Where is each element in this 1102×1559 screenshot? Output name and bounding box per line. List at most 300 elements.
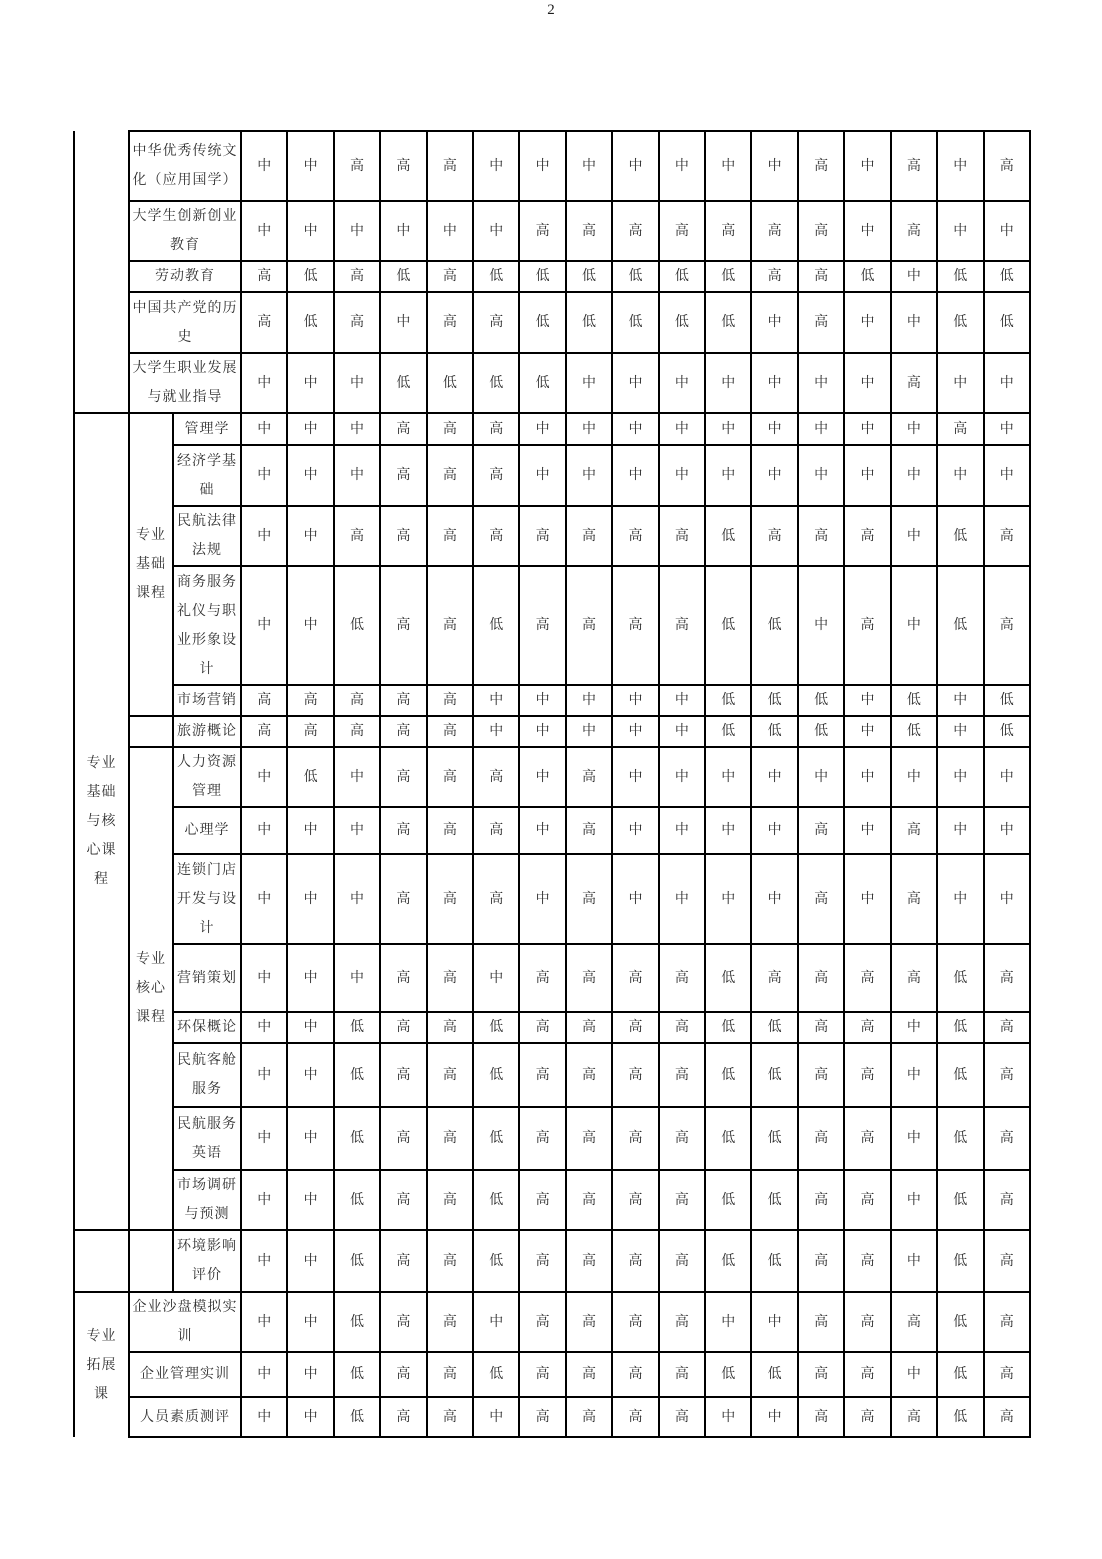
relevance-value-cell: 高	[519, 1230, 565, 1292]
relevance-value-cell: 中	[705, 807, 751, 854]
relevance-value-cell: 高	[844, 506, 890, 566]
relevance-value-cell: 中	[937, 747, 983, 807]
relevance-value-cell: 中	[612, 685, 658, 716]
relevance-value-cell: 中	[241, 413, 287, 445]
relevance-value-cell: 中	[891, 413, 937, 445]
relevance-value-cell: 中	[705, 1292, 751, 1352]
relevance-value-cell: 高	[798, 131, 844, 201]
relevance-value-cell: 高	[566, 1107, 612, 1170]
course-name-cell: 中国共产党的历史	[129, 292, 241, 353]
relevance-value-cell: 中	[844, 353, 890, 413]
relevance-value-cell: 中	[334, 413, 380, 445]
table-row	[74, 854, 1030, 944]
relevance-value-cell: 中	[473, 685, 519, 716]
relevance-value-cell: 低	[751, 566, 797, 685]
relevance-value-cell: 高	[984, 1012, 1030, 1043]
table-row	[74, 807, 1030, 854]
relevance-value-cell: 中	[659, 716, 705, 747]
course-name-cell: 商务服务礼仪与职业形象设计	[173, 566, 241, 685]
table-row	[74, 1352, 1030, 1397]
relevance-value-cell: 中	[473, 1397, 519, 1437]
relevance-value-cell: 高	[566, 1170, 612, 1230]
course-name-cell: 民航客舱服务	[173, 1043, 241, 1107]
relevance-value-cell: 低	[612, 292, 658, 353]
relevance-value-cell: 高	[519, 1170, 565, 1230]
relevance-value-cell: 低	[705, 506, 751, 566]
relevance-value-cell: 高	[798, 506, 844, 566]
relevance-value-cell: 低	[287, 292, 333, 353]
course-group-cell: 专业拓展课	[74, 1292, 129, 1437]
relevance-value-cell: 中	[612, 353, 658, 413]
relevance-value-cell: 高	[984, 1397, 1030, 1437]
relevance-value-cell: 中	[751, 854, 797, 944]
relevance-value-cell: 低	[984, 685, 1030, 716]
relevance-value-cell: 低	[937, 261, 983, 292]
course-name-cell: 企业管理实训	[129, 1352, 241, 1397]
relevance-value-cell: 中	[844, 413, 890, 445]
relevance-value-cell: 高	[380, 944, 426, 1012]
relevance-value-cell: 高	[891, 201, 937, 261]
relevance-value-cell: 中	[241, 807, 287, 854]
relevance-value-cell: 高	[566, 1292, 612, 1352]
relevance-value-cell: 高	[566, 944, 612, 1012]
relevance-value-cell: 高	[984, 566, 1030, 685]
table-row	[74, 201, 1030, 261]
relevance-value-cell: 高	[659, 201, 705, 261]
relevance-value-cell: 高	[427, 506, 473, 566]
relevance-value-cell: 低	[473, 353, 519, 413]
relevance-value-cell: 高	[891, 353, 937, 413]
relevance-value-cell: 高	[473, 413, 519, 445]
relevance-value-cell: 高	[519, 1352, 565, 1397]
relevance-value-cell: 中	[519, 685, 565, 716]
relevance-value-cell: 低	[937, 1352, 983, 1397]
relevance-value-cell: 中	[659, 747, 705, 807]
relevance-value-cell: 高	[427, 1012, 473, 1043]
relevance-value-cell: 中	[891, 1352, 937, 1397]
relevance-value-cell: 低	[937, 1170, 983, 1230]
relevance-value-cell: 中	[241, 353, 287, 413]
course-name-cell: 人力资源管理	[173, 747, 241, 807]
relevance-value-cell: 低	[705, 1043, 751, 1107]
relevance-value-cell: 高	[380, 807, 426, 854]
relevance-value-cell: 低	[984, 292, 1030, 353]
relevance-value-cell: 低	[473, 261, 519, 292]
relevance-value-cell: 高	[612, 566, 658, 685]
relevance-value-cell: 中	[612, 807, 658, 854]
relevance-value-cell: 低	[937, 944, 983, 1012]
relevance-value-cell: 高	[519, 1043, 565, 1107]
relevance-value-cell: 高	[334, 292, 380, 353]
relevance-value-cell: 高	[612, 1352, 658, 1397]
relevance-value-cell: 中	[473, 716, 519, 747]
relevance-value-cell: 中	[844, 292, 890, 353]
relevance-value-cell: 高	[519, 1107, 565, 1170]
table-row	[74, 131, 1030, 201]
relevance-value-cell: 中	[241, 445, 287, 506]
relevance-value-cell: 低	[751, 1043, 797, 1107]
relevance-value-cell: 中	[287, 1107, 333, 1170]
relevance-value-cell: 中	[473, 1292, 519, 1352]
relevance-value-cell: 中	[659, 353, 705, 413]
relevance-value-cell: 中	[659, 413, 705, 445]
relevance-value-cell: 高	[380, 1043, 426, 1107]
relevance-value-cell: 高	[798, 1043, 844, 1107]
relevance-value-cell: 低	[751, 1230, 797, 1292]
relevance-value-cell: 低	[705, 1107, 751, 1170]
table-row	[74, 445, 1030, 506]
relevance-value-cell: 中	[287, 506, 333, 566]
relevance-value-cell: 中	[844, 201, 890, 261]
relevance-value-cell: 低	[798, 685, 844, 716]
relevance-value-cell: 高	[427, 131, 473, 201]
relevance-value-cell: 高	[659, 1397, 705, 1437]
relevance-value-cell: 高	[566, 201, 612, 261]
relevance-value-cell: 高	[612, 1043, 658, 1107]
table-row	[74, 944, 1030, 1012]
relevance-value-cell: 高	[659, 1170, 705, 1230]
relevance-value-cell: 低	[705, 566, 751, 685]
course-name-cell: 大学生创新创业教育	[129, 201, 241, 261]
relevance-value-cell: 低	[705, 1352, 751, 1397]
relevance-value-cell: 高	[798, 1107, 844, 1170]
relevance-value-cell: 中	[241, 1012, 287, 1043]
relevance-value-cell: 高	[751, 261, 797, 292]
relevance-value-cell: 高	[334, 716, 380, 747]
curriculum-matrix-tbody	[74, 131, 1030, 1437]
relevance-value-cell: 高	[241, 261, 287, 292]
relevance-value-cell: 中	[566, 353, 612, 413]
course-subgroup-cell	[129, 716, 173, 747]
relevance-value-cell: 低	[937, 1292, 983, 1352]
relevance-value-cell: 低	[751, 1012, 797, 1043]
relevance-value-cell: 高	[798, 944, 844, 1012]
relevance-value-cell: 中	[287, 1043, 333, 1107]
relevance-value-cell: 高	[751, 506, 797, 566]
relevance-value-cell: 低	[612, 261, 658, 292]
relevance-value-cell: 低	[705, 685, 751, 716]
table-row	[74, 353, 1030, 413]
course-group-cell	[74, 1230, 129, 1292]
relevance-value-cell: 低	[984, 261, 1030, 292]
course-group-cell	[74, 131, 129, 413]
relevance-value-cell: 高	[473, 807, 519, 854]
relevance-value-cell: 高	[241, 685, 287, 716]
relevance-value-cell: 中	[519, 131, 565, 201]
relevance-value-cell: 低	[473, 1230, 519, 1292]
relevance-value-cell: 低	[334, 1170, 380, 1230]
course-name-cell: 连锁门店开发与设计	[173, 854, 241, 944]
relevance-value-cell: 高	[659, 1230, 705, 1292]
table-row	[74, 566, 1030, 685]
relevance-value-cell: 低	[751, 685, 797, 716]
relevance-value-cell: 高	[844, 1397, 890, 1437]
relevance-value-cell: 中	[287, 131, 333, 201]
course-name-cell: 大学生职业发展与就业指导	[129, 353, 241, 413]
course-name-cell: 市场调研与预测	[173, 1170, 241, 1230]
relevance-value-cell: 高	[380, 445, 426, 506]
relevance-value-cell: 高	[844, 1230, 890, 1292]
relevance-value-cell: 高	[380, 131, 426, 201]
relevance-value-cell: 中	[891, 1107, 937, 1170]
relevance-value-cell: 低	[334, 1352, 380, 1397]
relevance-value-cell: 中	[659, 131, 705, 201]
relevance-value-cell: 中	[751, 1292, 797, 1352]
relevance-value-cell: 高	[798, 201, 844, 261]
relevance-value-cell: 高	[519, 1012, 565, 1043]
relevance-value-cell: 低	[705, 292, 751, 353]
relevance-value-cell: 高	[380, 685, 426, 716]
relevance-value-cell: 低	[705, 1012, 751, 1043]
relevance-value-cell: 高	[427, 261, 473, 292]
relevance-value-cell: 中	[844, 685, 890, 716]
relevance-value-cell: 中	[334, 854, 380, 944]
relevance-value-cell: 中	[659, 854, 705, 944]
relevance-value-cell: 高	[566, 1230, 612, 1292]
relevance-value-cell: 中	[566, 716, 612, 747]
relevance-value-cell: 中	[937, 201, 983, 261]
relevance-value-cell: 高	[380, 716, 426, 747]
relevance-value-cell: 高	[427, 1397, 473, 1437]
relevance-value-cell: 中	[751, 353, 797, 413]
relevance-value-cell: 高	[659, 1043, 705, 1107]
relevance-value-cell: 中	[612, 747, 658, 807]
relevance-value-cell: 高	[984, 1107, 1030, 1170]
relevance-value-cell: 中	[241, 854, 287, 944]
relevance-value-cell: 高	[984, 1170, 1030, 1230]
relevance-value-cell: 中	[566, 413, 612, 445]
relevance-value-cell: 高	[427, 854, 473, 944]
relevance-value-cell: 中	[984, 201, 1030, 261]
relevance-value-cell: 中	[334, 201, 380, 261]
relevance-value-cell: 中	[891, 445, 937, 506]
relevance-value-cell: 中	[937, 131, 983, 201]
course-name-cell: 旅游概论	[173, 716, 241, 747]
relevance-value-cell: 高	[798, 1292, 844, 1352]
relevance-value-cell: 中	[798, 413, 844, 445]
relevance-value-cell: 高	[798, 1397, 844, 1437]
relevance-value-cell: 中	[891, 261, 937, 292]
relevance-value-cell: 高	[612, 1230, 658, 1292]
relevance-value-cell: 中	[473, 131, 519, 201]
relevance-value-cell: 高	[984, 1230, 1030, 1292]
relevance-value-cell: 中	[241, 1107, 287, 1170]
relevance-value-cell: 低	[334, 1230, 380, 1292]
relevance-value-cell: 低	[334, 1043, 380, 1107]
relevance-value-cell: 中	[844, 854, 890, 944]
relevance-value-cell: 高	[427, 1170, 473, 1230]
relevance-value-cell: 高	[984, 131, 1030, 201]
course-name-cell: 管理学	[173, 413, 241, 445]
relevance-value-cell: 中	[287, 807, 333, 854]
relevance-value-cell: 中	[241, 1292, 287, 1352]
relevance-value-cell: 高	[519, 566, 565, 685]
relevance-value-cell: 高	[380, 1352, 426, 1397]
relevance-value-cell: 高	[984, 1043, 1030, 1107]
relevance-value-cell: 高	[984, 944, 1030, 1012]
relevance-value-cell: 高	[798, 1230, 844, 1292]
relevance-value-cell: 中	[519, 807, 565, 854]
relevance-value-cell: 中	[241, 944, 287, 1012]
relevance-value-cell: 高	[659, 1352, 705, 1397]
relevance-value-cell: 中	[751, 131, 797, 201]
relevance-value-cell: 高	[427, 716, 473, 747]
relevance-value-cell: 高	[566, 747, 612, 807]
table-row	[74, 413, 1030, 445]
relevance-value-cell: 低	[519, 292, 565, 353]
relevance-value-cell: 高	[380, 854, 426, 944]
relevance-value-cell: 中	[241, 566, 287, 685]
relevance-value-cell: 高	[659, 1012, 705, 1043]
table-row	[74, 292, 1030, 353]
relevance-value-cell: 低	[937, 1397, 983, 1437]
relevance-value-cell: 高	[844, 1043, 890, 1107]
relevance-value-cell: 高	[844, 566, 890, 685]
relevance-value-cell: 中	[612, 445, 658, 506]
relevance-value-cell: 中	[891, 292, 937, 353]
course-subgroup-cell: 专业核心课程	[129, 747, 173, 1230]
relevance-value-cell: 低	[705, 261, 751, 292]
relevance-value-cell: 低	[659, 261, 705, 292]
course-name-cell: 中华优秀传统文化（应用国学）	[129, 131, 241, 201]
table-row	[74, 506, 1030, 566]
table-row	[74, 747, 1030, 807]
table-row	[74, 1170, 1030, 1230]
relevance-value-cell: 高	[380, 566, 426, 685]
relevance-value-cell: 中	[334, 807, 380, 854]
relevance-value-cell: 中	[659, 445, 705, 506]
relevance-value-cell: 高	[612, 1292, 658, 1352]
relevance-value-cell: 中	[891, 1012, 937, 1043]
relevance-value-cell: 中	[287, 353, 333, 413]
relevance-value-cell: 高	[427, 566, 473, 685]
relevance-value-cell: 中	[519, 445, 565, 506]
relevance-value-cell: 中	[612, 716, 658, 747]
relevance-value-cell: 高	[566, 854, 612, 944]
relevance-value-cell: 中	[566, 685, 612, 716]
relevance-value-cell: 中	[751, 807, 797, 854]
relevance-value-cell: 中	[937, 716, 983, 747]
relevance-value-cell: 高	[287, 685, 333, 716]
relevance-value-cell: 高	[427, 747, 473, 807]
relevance-value-cell: 中	[937, 353, 983, 413]
course-name-cell: 环保概论	[173, 1012, 241, 1043]
relevance-value-cell: 中	[705, 854, 751, 944]
relevance-value-cell: 高	[798, 1170, 844, 1230]
relevance-value-cell: 中	[984, 413, 1030, 445]
relevance-value-cell: 高	[659, 1292, 705, 1352]
relevance-value-cell: 中	[241, 1352, 287, 1397]
relevance-value-cell: 中	[287, 1170, 333, 1230]
relevance-value-cell: 低	[705, 944, 751, 1012]
relevance-value-cell: 高	[798, 292, 844, 353]
relevance-value-cell: 低	[891, 716, 937, 747]
relevance-value-cell: 低	[659, 292, 705, 353]
relevance-value-cell: 高	[751, 944, 797, 1012]
relevance-value-cell: 低	[705, 1170, 751, 1230]
relevance-value-cell: 低	[287, 747, 333, 807]
relevance-value-cell: 低	[937, 292, 983, 353]
relevance-value-cell: 低	[519, 261, 565, 292]
relevance-value-cell: 低	[334, 1397, 380, 1437]
relevance-value-cell: 中	[519, 413, 565, 445]
relevance-value-cell: 高	[287, 716, 333, 747]
relevance-value-cell: 高	[380, 1012, 426, 1043]
page-number: 2	[547, 2, 555, 18]
relevance-value-cell: 高	[427, 685, 473, 716]
relevance-value-cell: 高	[427, 1230, 473, 1292]
relevance-value-cell: 低	[566, 292, 612, 353]
relevance-value-cell: 高	[566, 566, 612, 685]
relevance-value-cell: 中	[891, 1043, 937, 1107]
relevance-value-cell: 低	[380, 353, 426, 413]
course-subgroup-cell: 专业基础课程	[129, 413, 173, 716]
relevance-value-cell: 高	[705, 201, 751, 261]
relevance-value-cell: 高	[844, 1012, 890, 1043]
relevance-value-cell: 中	[241, 747, 287, 807]
relevance-value-cell: 中	[844, 445, 890, 506]
relevance-value-cell: 中	[984, 747, 1030, 807]
relevance-value-cell: 中	[519, 716, 565, 747]
relevance-value-cell: 高	[798, 1012, 844, 1043]
relevance-value-cell: 高	[334, 261, 380, 292]
relevance-value-cell: 高	[380, 747, 426, 807]
relevance-value-cell: 中	[751, 413, 797, 445]
relevance-value-cell: 中	[751, 292, 797, 353]
relevance-value-cell: 低	[937, 1230, 983, 1292]
relevance-value-cell: 低	[798, 716, 844, 747]
relevance-value-cell: 中	[287, 1230, 333, 1292]
relevance-value-cell: 高	[798, 1352, 844, 1397]
relevance-value-cell: 高	[380, 1292, 426, 1352]
relevance-value-cell: 低	[751, 1170, 797, 1230]
relevance-value-cell: 低	[427, 353, 473, 413]
relevance-value-cell: 中	[287, 944, 333, 1012]
relevance-value-cell: 中	[751, 445, 797, 506]
relevance-value-cell: 高	[473, 506, 519, 566]
relevance-value-cell: 中	[287, 1397, 333, 1437]
relevance-value-cell: 中	[566, 131, 612, 201]
course-name-cell: 营销策划	[173, 944, 241, 1012]
curriculum-matrix-table	[73, 130, 1031, 1438]
relevance-value-cell: 高	[844, 1292, 890, 1352]
course-name-cell: 企业沙盘模拟实训	[129, 1292, 241, 1352]
relevance-value-cell: 中	[751, 747, 797, 807]
relevance-value-cell: 高	[380, 1107, 426, 1170]
relevance-value-cell: 中	[798, 566, 844, 685]
relevance-value-cell: 中	[380, 292, 426, 353]
relevance-value-cell: 中	[659, 685, 705, 716]
relevance-value-cell: 高	[427, 413, 473, 445]
relevance-value-cell: 高	[380, 506, 426, 566]
relevance-value-cell: 高	[844, 1352, 890, 1397]
relevance-value-cell: 中	[334, 445, 380, 506]
relevance-value-cell: 高	[659, 506, 705, 566]
relevance-value-cell: 中	[612, 131, 658, 201]
relevance-value-cell: 高	[891, 1397, 937, 1437]
relevance-value-cell: 低	[705, 716, 751, 747]
relevance-value-cell: 高	[380, 413, 426, 445]
relevance-value-cell: 低	[937, 1107, 983, 1170]
relevance-value-cell: 中	[473, 944, 519, 1012]
relevance-value-cell: 低	[519, 353, 565, 413]
relevance-value-cell: 低	[751, 1107, 797, 1170]
relevance-value-cell: 高	[427, 292, 473, 353]
relevance-value-cell: 中	[241, 201, 287, 261]
relevance-value-cell: 高	[519, 201, 565, 261]
relevance-value-cell: 中	[798, 747, 844, 807]
relevance-value-cell: 低	[334, 1107, 380, 1170]
